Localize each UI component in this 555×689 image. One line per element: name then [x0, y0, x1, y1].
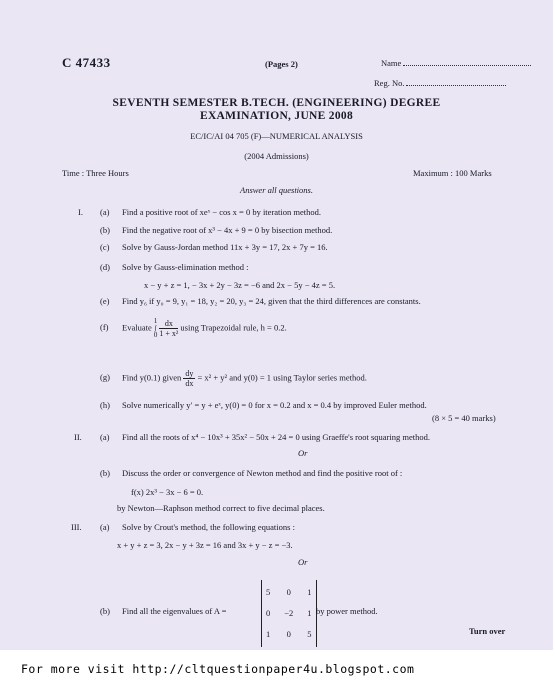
- eigen-matrix: [258, 580, 320, 647]
- maximum-marks: Maximum : 100 Marks: [413, 168, 492, 178]
- q1-marks: (8 × 5 = 40 marks): [432, 413, 496, 423]
- name-field: [381, 58, 531, 68]
- q2-b-equation: f(x) 2x³ − 3x − 6 = 0.: [131, 487, 204, 497]
- q3-a: III. (a) Solve by Crout's method, the following equations :: [71, 522, 295, 532]
- integral-limits: 1 ∫ 0: [153, 317, 158, 339]
- q3-b-tail: by power method.: [316, 606, 378, 616]
- q3-or: Or: [298, 557, 308, 567]
- matrix-row: 0 −2 1: [266, 608, 312, 618]
- matrix-row: 1 0 5: [266, 629, 312, 639]
- exam-title-line2: EXAMINATION, JUNE 2008: [199, 110, 354, 122]
- q2-or: Or: [298, 448, 308, 458]
- admissions-line: (2004 Admissions): [244, 151, 309, 161]
- reg-label: Reg. No.: [374, 78, 405, 88]
- q2-b-tail: by Newton—Raphson method correct to five decimal places.: [117, 503, 325, 513]
- paper-code: C 47433: [62, 55, 111, 70]
- q2-b: (b) Discuss the order or convergence of Newton method and find the positive root of :: [100, 468, 403, 478]
- q1-a: I. (a) Find a positive root of xeˣ − cos x = 0 by iteration method.: [78, 207, 322, 217]
- q1-c: (c) Solve by Gauss-Jordan method 11x + 3y = 17, 2x + 7y = 16.: [100, 242, 328, 252]
- footer-link-text[interactable]: For more visit http://cltquestionpaper4u.blogspot.com: [21, 662, 415, 676]
- q2-a: II. (a) Find all the roots of x⁴ − 10x³ + 35x² − 50x + 24 = 0 using Graeffe's root squaring method.: [74, 432, 430, 442]
- q1-d: (d) Solve by Gauss-elimination method :: [100, 262, 249, 272]
- integrand-fraction: $\frac{dx}{\text{1 + x²}}$: [159, 319, 179, 338]
- q3-b: (b) Find all the eigenvalues of A =: [100, 606, 227, 616]
- q1-f: (f) Evaluate 1 ∫ 0 $\frac{dx}{\text{1 + x²}}$ using Trapezoidal rule, h = 0.2.: [100, 317, 287, 339]
- name-blank: [403, 58, 531, 66]
- q3-label: III.: [71, 522, 82, 532]
- instruction: Answer all questions.: [240, 185, 313, 195]
- q1-g: (g) Find y(0.1) given $\frac{dy}{dx}$ = x² + y² and y(0) = 1 using Taylor series method.: [100, 369, 367, 388]
- reg-field: [374, 78, 506, 88]
- time-allowed: Time : Three Hours: [62, 168, 129, 178]
- q1-h: (h) Solve numerically y′ = y + eˣ, y(0) = 0 for x = 0.2 and x = 0.4 by improved Euler method.: [100, 400, 427, 410]
- turn-over: Turn over: [469, 626, 506, 636]
- derivative-fraction: $\frac{dy}{dx}$: [185, 369, 194, 388]
- reg-blank: [406, 78, 506, 86]
- name-label: Name: [381, 58, 402, 68]
- exam-title-line1: SEVENTH SEMESTER B.TECH. (ENGINEERING) DEGREE: [112, 97, 441, 109]
- page-count: (Pages 2): [265, 59, 298, 69]
- q1-b: (b) Find the negative root of x³ − 4x + 9 = 0 by bisection method.: [100, 225, 333, 235]
- subject-line: EC/IC/AI 04 705 (F)—NUMERICAL ANALYSIS: [190, 131, 363, 141]
- q1-e: (e) Find y₆ if y₀ = 9, y₁ = 18, y₂ = 20, y₃ = 24, given that the third differences are constants.: [100, 296, 421, 306]
- q1-label: I.: [78, 207, 83, 217]
- q3-a-equations: x + y + z = 3, 2x − y + 3z = 16 and 3x + y − z = −3.: [117, 540, 293, 550]
- q1-d-equations: x − y + z = 1, − 3x + 2y − 3z = −6 and 2x − 5y − 4z = 5.: [144, 280, 336, 290]
- q2-label: II.: [74, 432, 82, 442]
- matrix-row: 5 0 1: [266, 587, 312, 597]
